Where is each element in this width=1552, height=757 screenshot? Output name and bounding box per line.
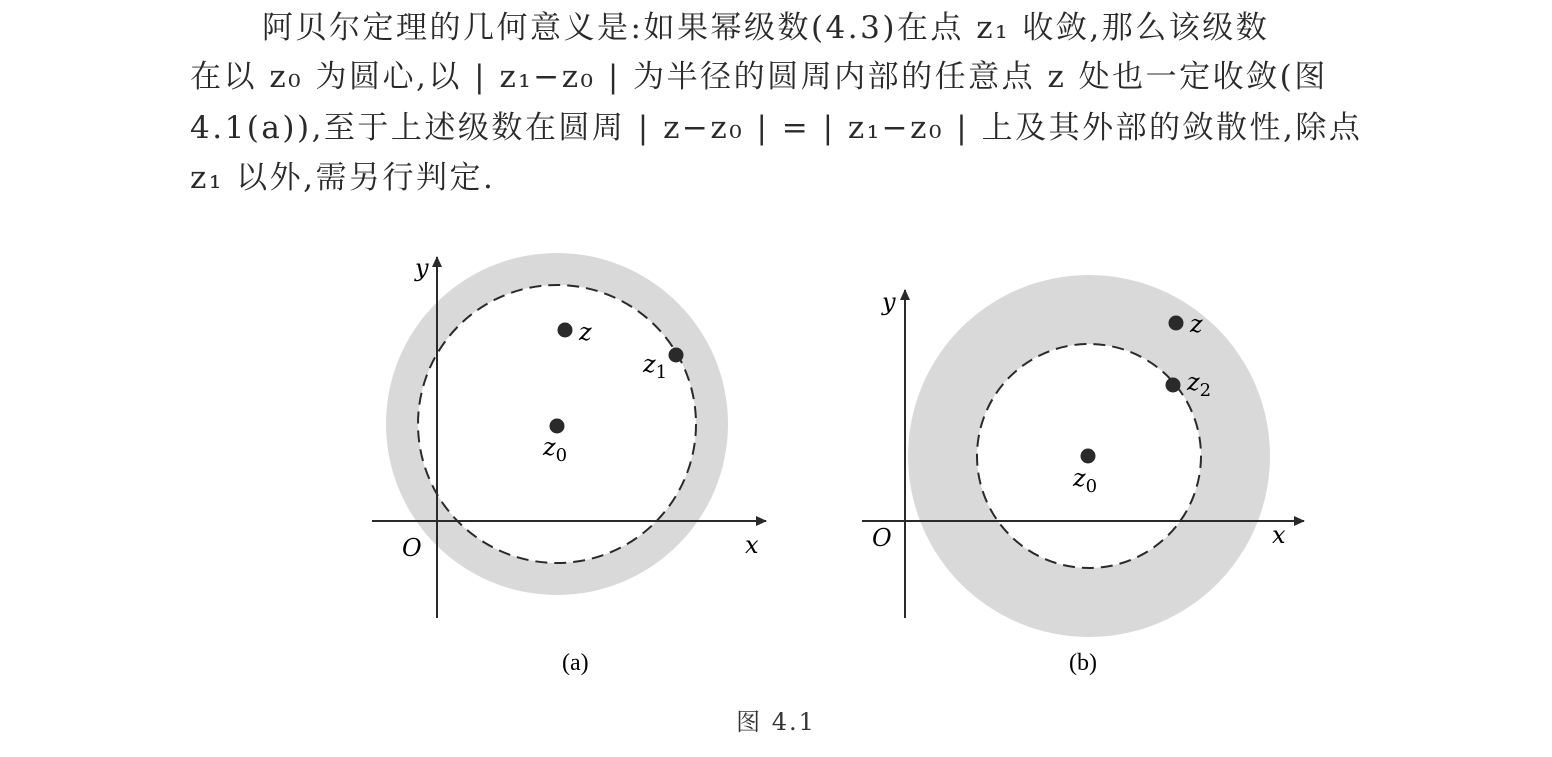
paragraph-line-2: 在以 z₀ 为圆心,以 | z₁−z₀ | 为半径的圆周内部的任意点 z 处也一定收敛(图 bbox=[190, 59, 1328, 95]
figure-a-label: (a) bbox=[562, 650, 589, 676]
paragraph-line-3: 4.1(a)),至于上述级数在圆周 | z−z₀ | = | z₁−z₀ | 上及其外部的敛散性,除点 bbox=[190, 110, 1363, 146]
figure-b-label: (b) bbox=[1069, 650, 1097, 676]
point-z-a bbox=[558, 323, 573, 338]
point-z0-a bbox=[550, 419, 565, 434]
point-z1-letter: z bbox=[643, 350, 656, 378]
point-z2-b bbox=[1166, 378, 1181, 393]
x-axis-label-a: x bbox=[745, 531, 759, 559]
paragraph-line-1: 阿贝尔定理的几何意义是:如果幂级数(4.3)在点 z₁ 收敛,那么该级数 bbox=[262, 10, 1270, 46]
point-z-b bbox=[1169, 316, 1184, 331]
point-z0-letter-b: z bbox=[1073, 464, 1086, 492]
point-z2-letter: z bbox=[1187, 368, 1200, 396]
x-axis-label-b: x bbox=[1272, 521, 1286, 549]
diagram-a bbox=[372, 253, 766, 676]
paragraph-line-4: z₁ 以外,需另行判定. bbox=[190, 160, 496, 196]
diagram-b bbox=[862, 275, 1304, 676]
point-z0-letter-a: z bbox=[543, 433, 556, 461]
point-z-label-a: z bbox=[579, 318, 592, 346]
origin-label-a: O bbox=[402, 534, 422, 562]
point-z0-subscript-a: 0 bbox=[555, 445, 568, 466]
point-z1-subscript: 1 bbox=[655, 362, 668, 383]
figure-caption: 图 4.1 bbox=[736, 708, 816, 736]
point-z1-a bbox=[669, 348, 684, 363]
y-axis-label-a: y bbox=[415, 254, 429, 282]
origin-label-b: O bbox=[872, 524, 892, 552]
y-axis-label-b: y bbox=[882, 288, 896, 316]
point-z2-subscript: 2 bbox=[1199, 380, 1212, 401]
point-z0-subscript-b: 0 bbox=[1085, 476, 1098, 497]
point-z-label-b: z bbox=[1190, 310, 1203, 338]
point-z0-b bbox=[1081, 449, 1096, 464]
